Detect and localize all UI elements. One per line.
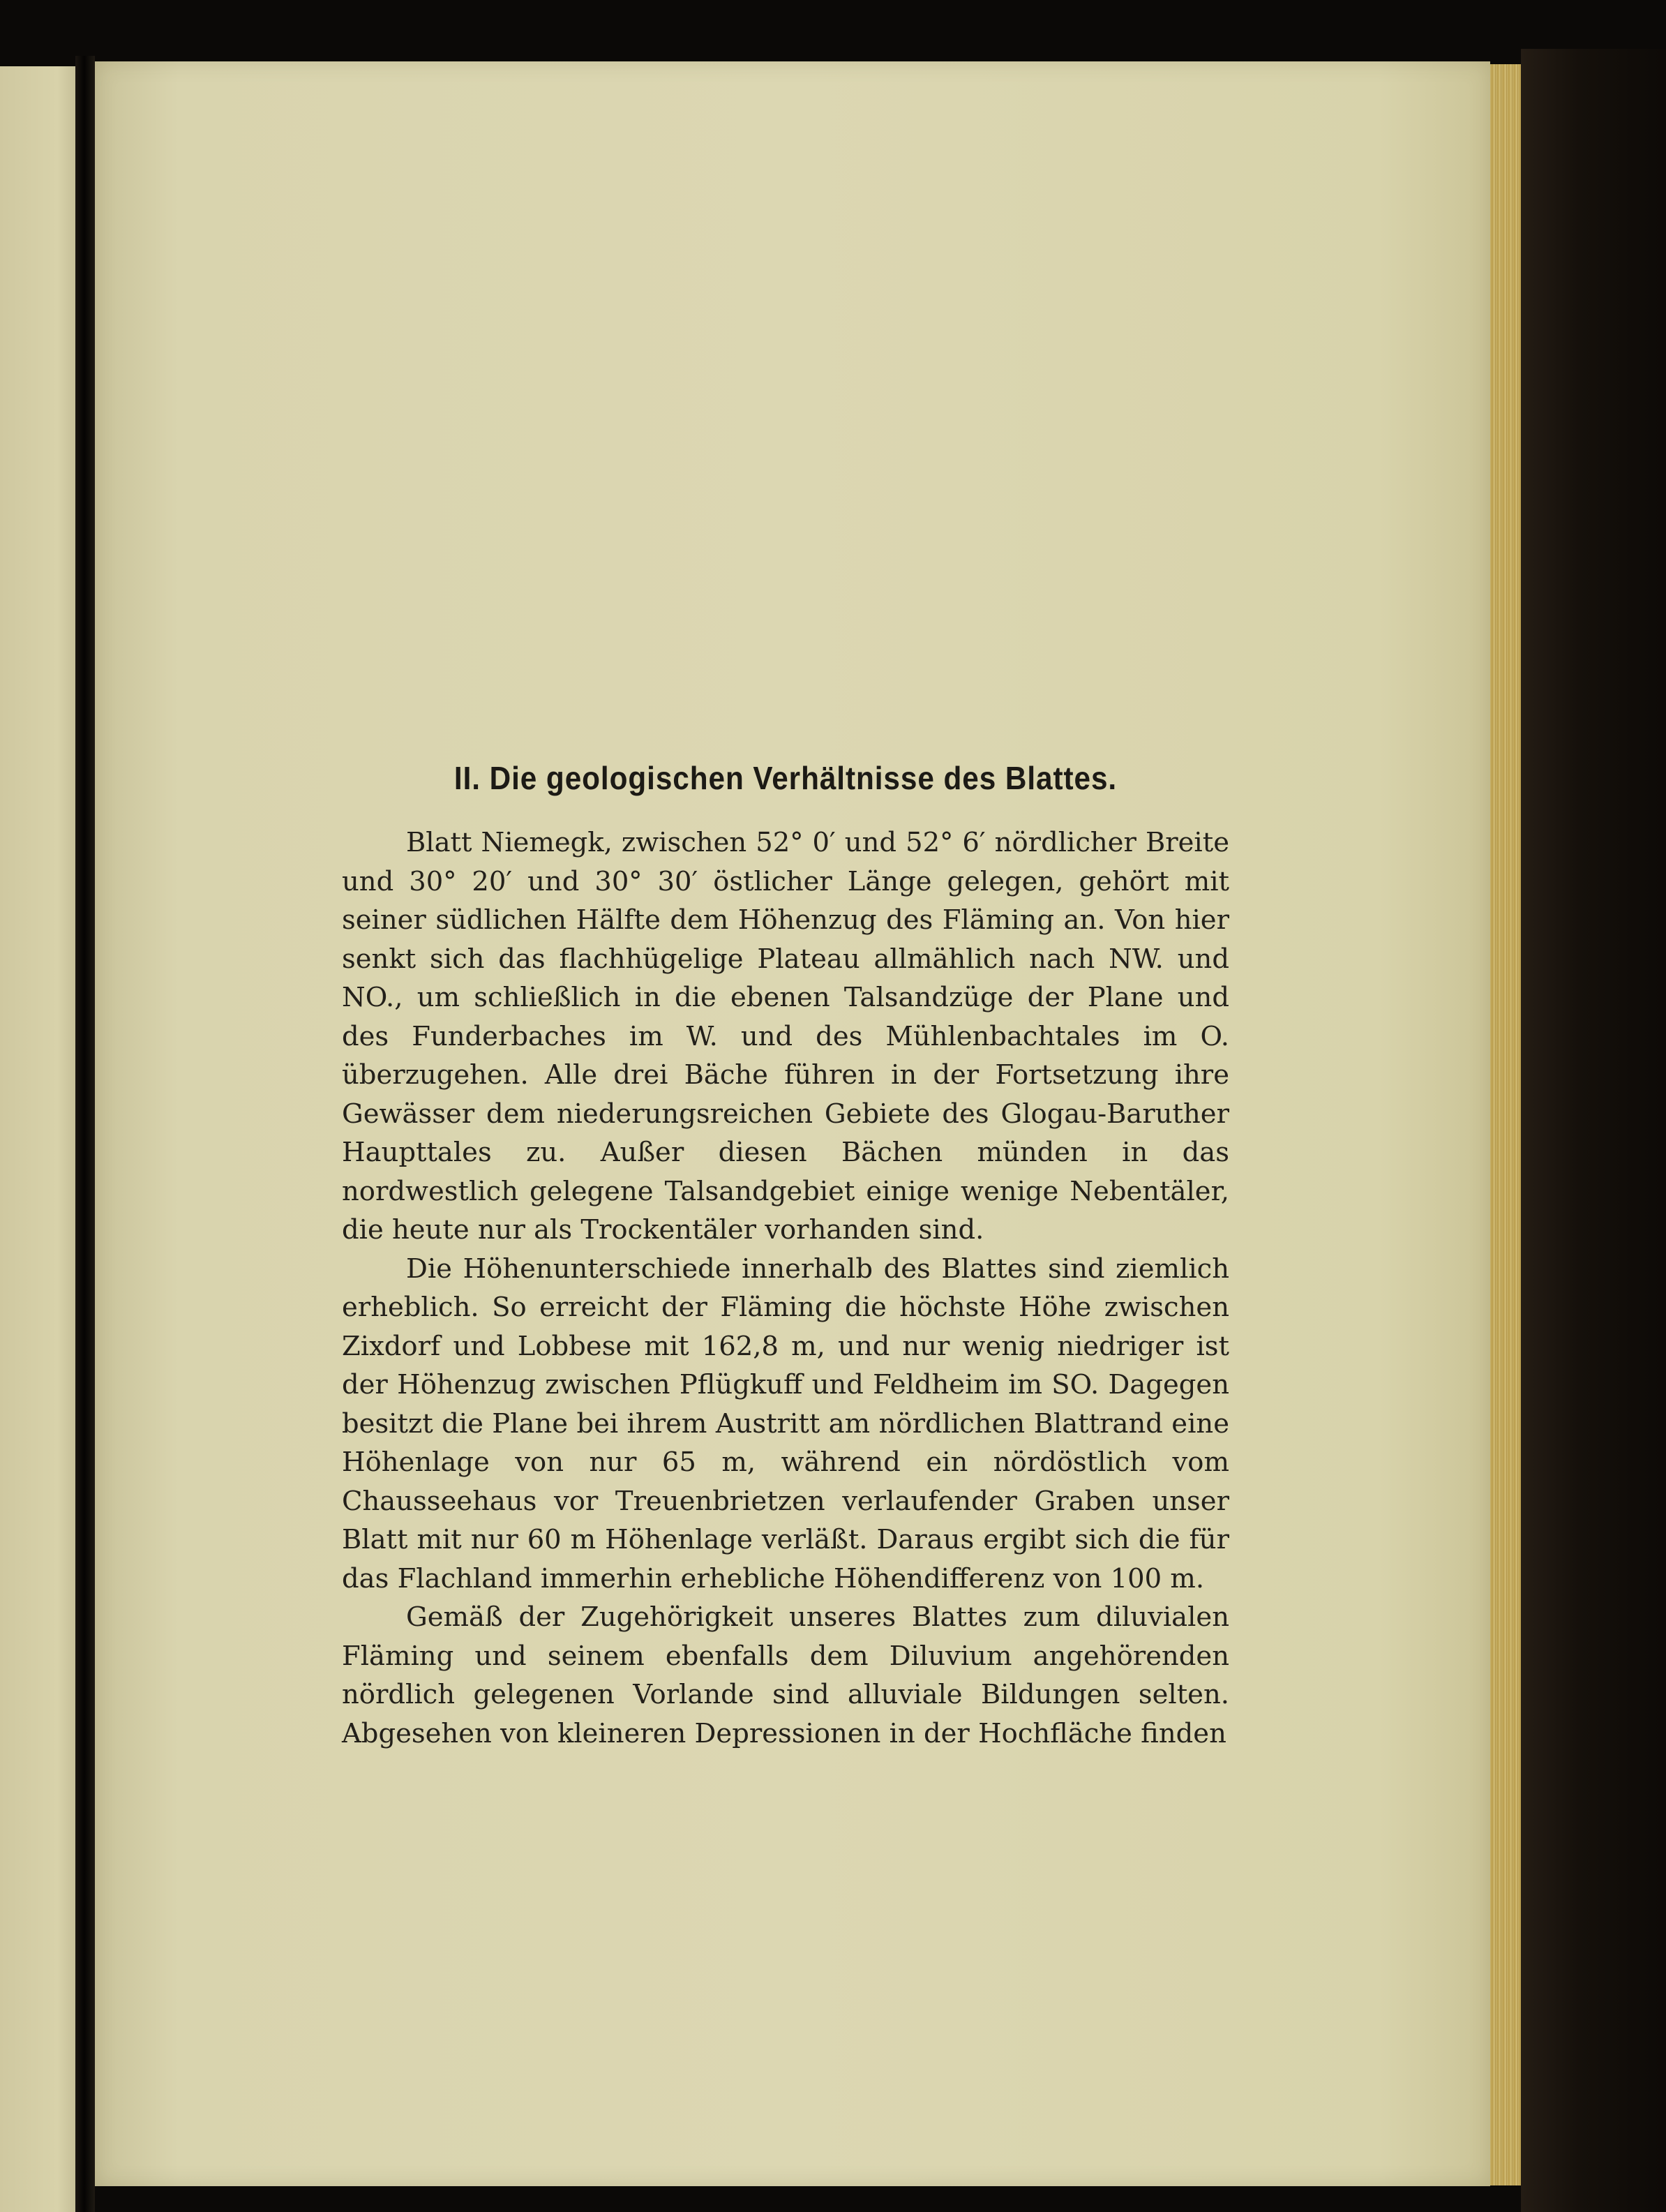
book-gutter: [75, 56, 95, 2212]
paragraph-1: Blatt Niemegk, zwischen 52° 0′ und 52° 6′ nördlicher Breite und 30° 20′ und 30° 30′ östlicher Länge gelegen, gehört mit seiner südlichen Hälfte dem Höhenzug des Fläming an. Von hier senkt sich das flachhügelige Plateau allmählich nach NW. und NO., um schließlich in die ebenen Talsandzüge der Plane und des Funderbaches im W. und des Mühlenbachtales im O. überzugehen. Alle drei Bäche führen in der Fortsetzung ihre Gewässer dem niederungsreichen Gebiete des Glogau-Baruther Haupttales zu. Außer diesen Bächen münden in das nordwestlich gelegene Talsandgebiet einige wenige Nebentäler, die heute nur als Trockentäler vorhanden sind.: [342, 827, 1229, 1246]
book-cover: [1521, 49, 1666, 2212]
paragraph-3: Gemäß der Zugehörigkeit unseres Blattes zum diluvialen Fläming und seinem ebenfalls dem Diluvium angehörenden nördlich gelegenen Vorlande sind alluviale Bildungen selten. Abgesehen von kleineren Depressionen in der Hochfläche finden: [342, 1601, 1229, 1749]
section-heading: II. Die geologischen Verhältnisse des Blattes.: [453, 760, 1118, 796]
text-block: [342, 759, 1229, 1753]
previous-page-edge: [0, 66, 82, 2212]
page-edges: [1490, 64, 1521, 2185]
paragraph-2: Die Höhenunterschiede innerhalb des Blattes sind ziemlich erheblich. So erreicht der Fläming die höchste Höhe zwischen Zixdorf und Lobbese mit 162,8 m, und nur wenig niedriger ist der Höhenzug zwischen Pflügkuff und Feldheim im SO. Dagegen besitzt die Plane bei ihrem Austritt am nördlichen Blattrand eine Höhenlage von nur 65 m, während ein nördöstlich vom Chausseehaus vor Treuenbrietzen verlaufender Graben unser Blatt mit nur 60 m Höhenlage verläßt. Daraus ergibt sich die für das Flachland immerhin erhebliche Höhendifferenz von 100 m.: [342, 1253, 1229, 1594]
